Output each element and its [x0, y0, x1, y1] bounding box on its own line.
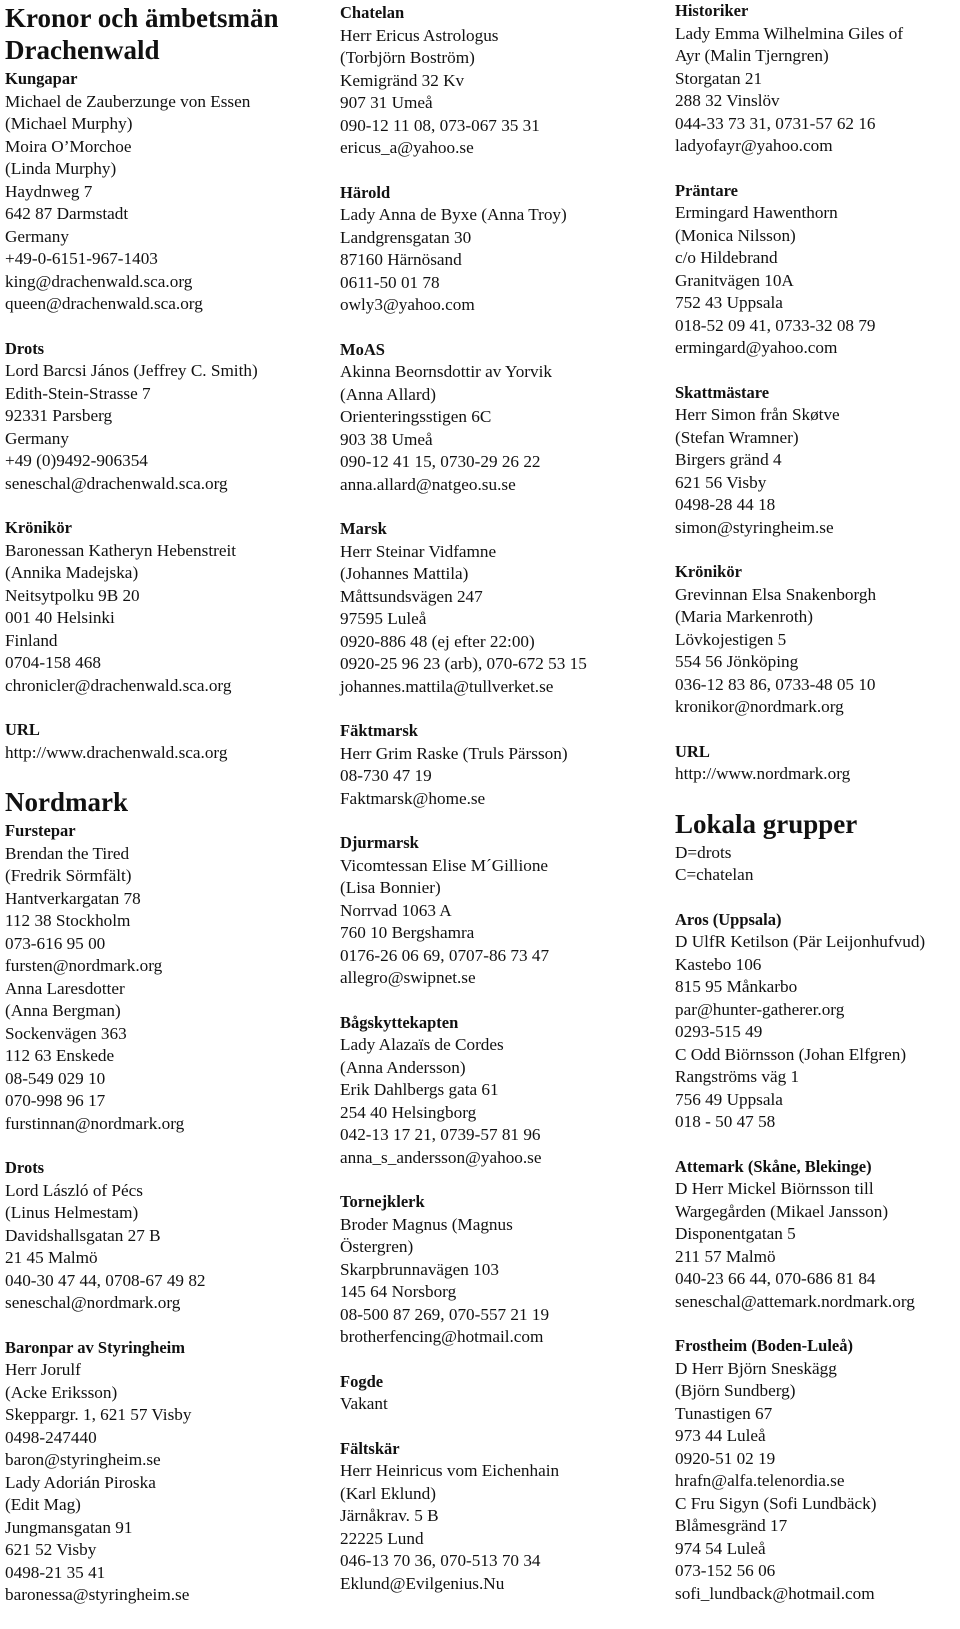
entry-line: 073-152 56 06 — [675, 1561, 776, 1580]
entry-line: 018-52 09 41, 0733-32 08 79 — [675, 315, 876, 335]
entry-line: 642 87 Darmstadt — [5, 204, 129, 223]
entry-line: Herr Simon från Skøtve — [675, 405, 840, 424]
office-entry-faktmarsk — [340, 720, 640, 810]
entry-line: simon@styringheim.se — [675, 517, 834, 537]
entry-line: +49-0-6151-967-1403 — [5, 249, 158, 268]
entry-line: (Johannes Mattila) — [340, 564, 469, 583]
entry-line: Herr Steinar Vidfamne — [340, 541, 497, 561]
entry-line: Haydnweg 7 — [5, 181, 93, 201]
office-entry-skattmastare — [675, 382, 960, 540]
office-entry-attemark-skane-blekinge — [675, 1156, 960, 1314]
entry-line: 0920-886 48 (ej efter 22:00) — [340, 631, 535, 651]
entry-line: 040-30 47 44, 0708-67 49 82 — [5, 1270, 206, 1290]
entry-line: 621 56 Visby — [675, 472, 767, 492]
column-2 — [340, 2, 640, 1617]
office-title: Krönikör — [675, 562, 742, 581]
entry-line: Germany — [5, 226, 69, 246]
entry-line: 815 95 Månkarbo — [675, 977, 798, 996]
region-heading: Kronor och ämbetsmän Drachenwald — [5, 3, 279, 65]
entry-line: Jungmansgatan 91 — [5, 1517, 133, 1537]
entry-line: Järnåkrav. 5 B — [340, 1506, 439, 1525]
entry-line: 046-13 70 36, 070-513 70 34 — [340, 1551, 541, 1570]
entry-line: ermingard@yahoo.com — [675, 338, 838, 357]
entry-line: 21 45 Malmö — [5, 1248, 98, 1267]
entry-line: Kemigränd 32 Kv — [340, 70, 465, 90]
entry-line: 554 56 Jönköping — [675, 652, 799, 671]
entry-line: Lady Emma Wilhelmina Giles of — [675, 23, 904, 43]
office-title: Tornejklerk — [340, 1192, 425, 1211]
entry-line: furstinnan@nordmark.org — [5, 1113, 185, 1133]
entry-line: Michael de Zauberzunge von Essen — [5, 91, 251, 111]
entry-line: sofi_lundback@hotmail.com — [675, 1583, 875, 1603]
office-entry-kronikor — [675, 561, 960, 719]
office-title: Präntare — [675, 180, 738, 200]
column-1 — [5, 2, 320, 1629]
entry-line: owly3@yahoo.com — [340, 295, 475, 314]
entry-line: 752 43 Uppsala — [675, 293, 783, 312]
entry-line: brotherfencing@hotmail.com — [340, 1327, 544, 1346]
entry-line: kronikor@nordmark.org — [675, 697, 844, 716]
entry-line: Disponentgatan 5 — [675, 1224, 796, 1243]
entry-line: 87160 Härnösand — [340, 250, 462, 269]
entry-line: 042-13 17 21, 0739-57 81 96 — [340, 1125, 541, 1144]
office-entry-url — [5, 719, 320, 764]
entry-line: (Stefan Wramner) — [675, 427, 799, 447]
entry-line: 044-33 73 31, 0731-57 62 16 — [675, 113, 876, 133]
entry-line: 92331 Parsberg — [5, 406, 113, 425]
office-entry-faltskar — [340, 1438, 640, 1596]
entry-line: 621 52 Visby — [5, 1540, 97, 1559]
entry-line: 018 - 50 47 58 — [675, 1112, 776, 1131]
entry-line: anna_s_andersson@yahoo.se — [340, 1147, 542, 1167]
entry-line: 211 57 Malmö — [675, 1246, 776, 1266]
office-title: MoAS — [340, 339, 385, 359]
entry-line: 036-12 83 86, 0733-48 05 10 — [675, 674, 876, 694]
entry-line: (Linus Helmestam) — [5, 1203, 139, 1222]
entry-line: Wargegården (Mikael Jansson) — [675, 1201, 889, 1221]
entry-line: anna.allard@natgeo.su.se — [340, 474, 516, 494]
entry-line: 974 54 Luleå — [675, 1538, 766, 1558]
entry-line: 0498-247440 — [5, 1427, 97, 1447]
office-title: Historiker — [675, 1, 749, 20]
office-title: Frostheim (Boden-Luleå) — [675, 1336, 853, 1355]
entry-line: C Odd Biörnsson (Johan Elfgren) — [675, 1044, 907, 1064]
entry-line: Herr Grim Raske (Truls Pärsson) — [340, 743, 568, 763]
office-entry-bagskyttekapten — [340, 1012, 640, 1170]
entry-line: Faktmarsk@home.se — [340, 788, 486, 808]
entry-line: Kastebo 106 — [675, 954, 762, 974]
entry-line: Davidshallsgatan 27 B — [5, 1225, 161, 1245]
entry-line: Vakant — [340, 1394, 388, 1413]
entry-line: (Karl Eklund) — [340, 1483, 436, 1503]
entry-line: Birgers gränd 4 — [675, 450, 782, 469]
office-entry-aros-uppsala — [675, 909, 960, 1134]
office-title: Fogde — [340, 1371, 384, 1391]
entry-line: 0611-50 01 78 — [340, 272, 440, 292]
office-title: Attemark (Skåne, Blekinge) — [675, 1156, 872, 1176]
office-entry-kronikor — [5, 517, 320, 697]
office-entry-baronpar-av-styringheim — [5, 1337, 320, 1607]
entry-line: 0920-25 96 23 (arb), 070-672 53 15 — [340, 654, 587, 673]
entry-line: (Michael Murphy) — [5, 114, 133, 133]
entry-line: 040-23 66 44, 070-686 81 84 — [675, 1269, 876, 1288]
entry-line: allegro@swipnet.se — [340, 968, 476, 987]
office-title: Skattmästare — [675, 382, 770, 402]
office-title: Marsk — [340, 519, 387, 538]
entry-line: Granitvägen 10A — [675, 270, 794, 290]
office-title: Drots — [5, 1158, 45, 1177]
entry-line: Erik Dahlbergs gata 61 — [340, 1080, 499, 1099]
entry-line: king@drachenwald.sca.org — [5, 271, 193, 291]
office-entry-fogde — [340, 1371, 640, 1416]
entry-line: Lady Adorián Piroska — [5, 1472, 156, 1492]
entry-line: hrafn@alfa.telenordia.se — [675, 1471, 845, 1490]
entry-line: 0704-158 468 — [5, 653, 101, 672]
entry-line: Herr Heinricus vom Eichenhain — [340, 1461, 560, 1480]
entry-line: (Fredrik Sörmfält) — [5, 866, 132, 885]
entry-line: D UlfR Ketilson (Pär Leijonhufvud) — [675, 932, 926, 951]
entry-line: 973 44 Luleå — [675, 1426, 766, 1445]
office-entry-kungapar — [5, 68, 320, 316]
entry-line: 0293-515 49 — [675, 1022, 763, 1041]
entry-line: (Annika Madejska) — [5, 563, 139, 582]
office-title: Härold — [340, 182, 391, 202]
entry-line: Lady Anna de Byxe (Anna Troy) — [340, 205, 567, 224]
entry-line: Baronessan Katheryn Hebenstreit — [5, 540, 236, 560]
office-title: Fäktmarsk — [340, 721, 418, 740]
office-title: Chatelan — [340, 3, 405, 22]
entry-line: ericus_a@yahoo.se — [340, 138, 474, 157]
entry-line: 254 40 Helsingborg — [340, 1102, 477, 1122]
entry-line: Måttsundsvägen 247 — [340, 586, 483, 606]
office-entry-historiker — [675, 0, 960, 158]
entry-line: Vicomtessan Elise M´Gillione — [340, 855, 549, 875]
office-title: Drots — [5, 338, 45, 358]
entry-line: Lövkojestigen 5 — [675, 629, 787, 649]
entry-line: 97595 Luleå — [340, 609, 427, 628]
entry-line: Ermingard Hawenthorn — [675, 203, 838, 222]
entry-line: (Björn Sundberg) — [675, 1381, 796, 1400]
entry-line: ladyofayr@yahoo.com — [675, 136, 833, 155]
entry-line: (Acke Eriksson) — [5, 1382, 118, 1402]
entry-line: 288 32 Vinslöv — [675, 91, 780, 110]
office-title: Kungapar — [5, 69, 78, 88]
entry-line: Edith-Stein-Strasse 7 — [5, 383, 151, 403]
entry-line: fursten@nordmark.org — [5, 956, 163, 975]
office-entry-drots — [5, 338, 320, 496]
entry-line: Tunastigen 67 — [675, 1403, 773, 1423]
office-entry-furstepar — [5, 820, 320, 1135]
office-title: Krönikör — [5, 518, 72, 537]
entry-line: 112 63 Enskede — [5, 1046, 115, 1065]
entry-line: (Torbjörn Boström) — [340, 48, 475, 67]
entry-line: Landgrensgatan 30 — [340, 227, 472, 247]
entry-line: (Lisa Bonnier) — [340, 878, 441, 897]
entry-line: Skeppargr. 1, 621 57 Visby — [5, 1405, 192, 1424]
entry-line: Skarpbrunnavägen 103 — [340, 1259, 499, 1279]
entry-line: (Monica Nilsson) — [675, 225, 796, 245]
office-title: Djurmarsk — [340, 833, 419, 852]
office-entry-marsk — [340, 518, 640, 698]
entry-line: queen@drachenwald.sca.org — [5, 294, 203, 313]
entry-line: Ayr (Malin Tjerngren) — [675, 46, 829, 65]
office-title: Aros (Uppsala) — [675, 909, 782, 929]
region-heading: Lokala grupper — [675, 808, 858, 839]
entry-line: 22225 Lund — [340, 1528, 424, 1548]
entry-line: Blåmesgränd 17 — [675, 1516, 788, 1535]
entry-line: http://www.nordmark.org — [675, 764, 851, 783]
entry-line: Hantverkargatan 78 — [5, 888, 141, 908]
entry-line: baron@styringheim.se — [5, 1450, 161, 1469]
office-entry-tornejklerk — [340, 1191, 640, 1349]
office-entry-drots — [5, 1157, 320, 1315]
entry-line: 001 40 Helsinki — [5, 608, 115, 627]
entry-line: Herr Jorulf — [5, 1360, 81, 1379]
entry-line: http://www.drachenwald.sca.org — [5, 742, 228, 762]
office-entry-harold — [340, 182, 640, 317]
entry-line: Akinna Beornsdottir av Yorvik — [340, 362, 552, 381]
entry-line: 08-549 029 10 — [5, 1068, 106, 1088]
entry-line: Anna Laresdotter — [5, 978, 125, 998]
office-title: Baronpar av Styringheim — [5, 1337, 185, 1357]
entry-line: 070-998 96 17 — [5, 1091, 106, 1110]
entry-line: Sockenvägen 363 — [5, 1023, 127, 1043]
entry-line: seneschal@drachenwald.sca.org — [5, 473, 228, 493]
entry-line: C=chatelan — [675, 865, 754, 884]
entry-line: Broder Magnus (Magnus — [340, 1214, 513, 1234]
office-title: Bågskyttekapten — [340, 1012, 459, 1032]
entry-line: chronicler@drachenwald.sca.org — [5, 675, 232, 695]
entry-line: Finland — [5, 630, 58, 650]
entry-line: Eklund@Evilgenius.Nu — [340, 1573, 505, 1593]
entry-line: 0920-51 02 19 — [675, 1448, 776, 1468]
office-entry-moas — [340, 339, 640, 497]
entry-line: (Edit Mag) — [5, 1495, 81, 1514]
office-entry-frostheim-boden-lulea — [675, 1335, 960, 1605]
entry-line: 090-12 41 15, 0730-29 26 22 — [340, 452, 541, 471]
entry-line: 903 38 Umeå — [340, 429, 433, 449]
entry-line: 0176-26 06 69, 0707-86 73 47 — [340, 945, 550, 965]
office-title: Furstepar — [5, 821, 76, 840]
entry-line: C Fru Sigyn (Sofi Lundbäck) — [675, 1493, 877, 1513]
entry-line: 145 64 Norsborg — [340, 1282, 457, 1301]
entry-line: (Anna Allard) — [340, 384, 436, 404]
entry-line: 073-616 95 00 — [5, 933, 106, 953]
region-heading: Nordmark — [5, 787, 128, 817]
entry-line: 0498-21 35 41 — [5, 1562, 106, 1582]
office-entry-chatelan — [340, 2, 640, 160]
entry-line: Orienteringsstigen 6C — [340, 407, 492, 426]
entry-line: 756 49 Uppsala — [675, 1089, 783, 1109]
entry-line: 0498-28 44 18 — [675, 495, 776, 514]
office-title: URL — [5, 720, 40, 739]
entry-line: 907 31 Umeå — [340, 93, 433, 112]
office-entry-djurmarsk — [340, 832, 640, 990]
entry-line: Lord László of Pécs — [5, 1180, 143, 1200]
entry-line: (Anna Andersson) — [340, 1057, 466, 1077]
entry-line: Rangströms väg 1 — [675, 1067, 800, 1086]
office-title: URL — [675, 741, 710, 761]
entry-line: Moira O’Morchoe — [5, 136, 132, 156]
entry-line: seneschal@attemark.nordmark.org — [675, 1291, 915, 1311]
entry-line: par@hunter-gatherer.org — [675, 999, 845, 1019]
entry-line: Grevinnan Elsa Snakenborgh — [675, 584, 877, 604]
entry-line: 090-12 11 08, 073-067 35 31 — [340, 115, 540, 135]
entry-line: (Linda Murphy) — [5, 159, 117, 178]
entry-line: Neitsytpolku 9B 20 — [5, 585, 140, 605]
entry-line: Brendan the Tired — [5, 843, 130, 863]
office-entry-untitled — [675, 842, 960, 887]
entry-line: D=drots — [675, 842, 732, 862]
entry-line: Herr Ericus Astrologus — [340, 25, 499, 45]
entry-line: Östergren) — [340, 1237, 414, 1256]
entry-line: 760 10 Bergshamra — [340, 923, 475, 942]
entry-line: Lady Alazaïs de Cordes — [340, 1035, 504, 1054]
entry-line: 08-730 47 19 — [340, 766, 432, 785]
entry-line: Lord Barcsi János (Jeffrey C. Smith) — [5, 361, 258, 380]
office-title: Fältskär — [340, 1438, 400, 1458]
entry-line: 112 38 Stockholm — [5, 911, 131, 930]
entry-line: (Maria Markenroth) — [675, 607, 813, 626]
entry-line: baronessa@styringheim.se — [5, 1585, 190, 1604]
entry-line: (Anna Bergman) — [5, 1001, 121, 1020]
entry-line: c/o Hildebrand — [675, 248, 778, 267]
entry-line: D Herr Mickel Biörnsson till — [675, 1179, 874, 1198]
column-3 — [675, 0, 960, 1627]
office-entry-prantare — [675, 180, 960, 360]
entry-line: seneschal@nordmark.org — [5, 1293, 181, 1312]
entry-line: Norrvad 1063 A — [340, 900, 452, 920]
entry-line: Germany — [5, 428, 69, 448]
entry-line: D Herr Björn Sneskägg — [675, 1358, 837, 1378]
entry-line: 08-500 87 269, 070-557 21 19 — [340, 1304, 550, 1324]
entry-line: +49 (0)9492-906354 — [5, 451, 148, 470]
entry-line: Storgatan 21 — [675, 68, 763, 88]
office-entry-url — [675, 741, 960, 786]
entry-line: johannes.mattila@tullverket.se — [340, 676, 554, 696]
